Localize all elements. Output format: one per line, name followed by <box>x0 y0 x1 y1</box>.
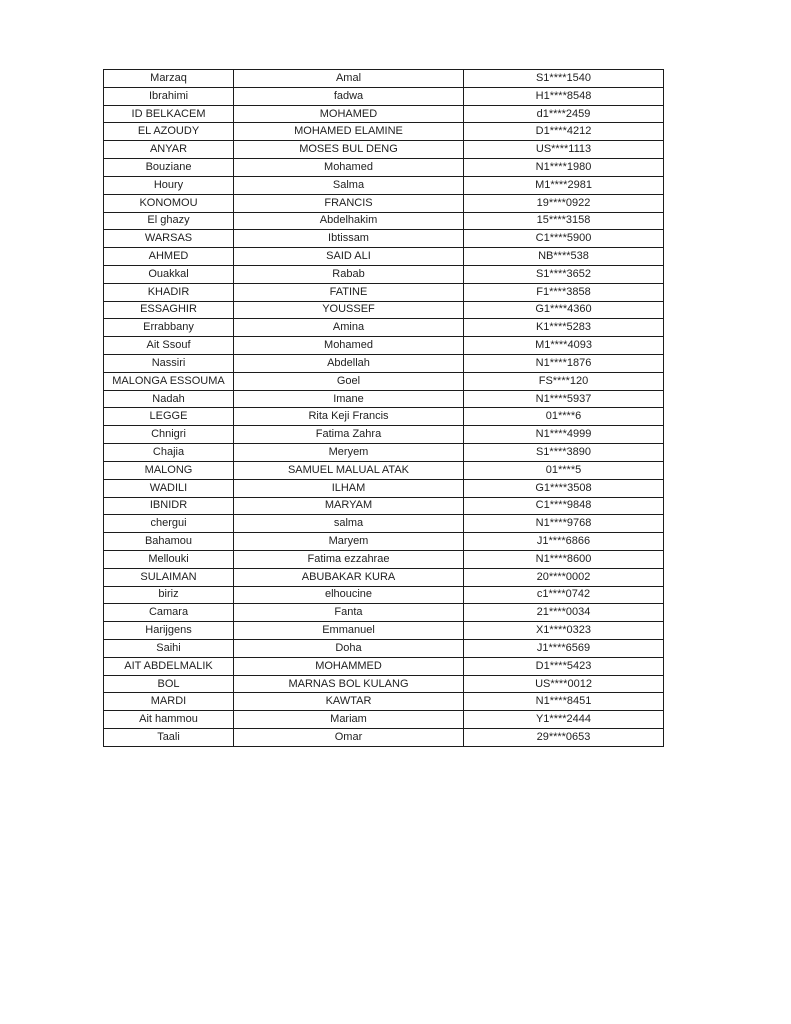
last-name-cell: ANYAR <box>104 141 234 159</box>
table-row <box>104 515 664 533</box>
table-row <box>104 444 664 462</box>
masked-id-cell: D1****5423 <box>464 657 664 675</box>
masked-id-cell: 01****5 <box>464 461 664 479</box>
first-name-cell: Doha <box>234 640 464 658</box>
last-name-cell: Bahamou <box>104 533 234 551</box>
first-name-cell: Meryem <box>234 444 464 462</box>
last-name-cell: Chajia <box>104 444 234 462</box>
first-name-cell: MARNAS BOL KULANG <box>234 675 464 693</box>
first-name-cell: Fanta <box>234 604 464 622</box>
masked-id-cell: M1****4093 <box>464 337 664 355</box>
last-name-cell: Ibrahimi <box>104 87 234 105</box>
first-name-cell: Rita Keji Francis <box>234 408 464 426</box>
masked-id-cell: US****0012 <box>464 675 664 693</box>
table-row <box>104 657 664 675</box>
masked-id-cell: 29****0653 <box>464 729 664 747</box>
first-name-cell: Salma <box>234 176 464 194</box>
table-row <box>104 693 664 711</box>
masked-id-cell: 01****6 <box>464 408 664 426</box>
table-row <box>104 230 664 248</box>
table-row <box>104 141 664 159</box>
table-row <box>104 248 664 266</box>
masked-id-cell: 21****0034 <box>464 604 664 622</box>
masked-id-cell: N1****9768 <box>464 515 664 533</box>
masked-id-cell: N1****8600 <box>464 550 664 568</box>
last-name-cell: AIT ABDELMALIK <box>104 657 234 675</box>
masked-id-cell: S1****1540 <box>464 70 664 88</box>
last-name-cell: Errabbany <box>104 319 234 337</box>
masked-id-cell: D1****4212 <box>464 123 664 141</box>
masked-id-cell: H1****8548 <box>464 87 664 105</box>
table-row <box>104 355 664 373</box>
table-row <box>104 283 664 301</box>
last-name-cell: BOL <box>104 675 234 693</box>
table-row <box>104 604 664 622</box>
table-row <box>104 622 664 640</box>
last-name-cell: KONOMOU <box>104 194 234 212</box>
last-name-cell: MALONG <box>104 461 234 479</box>
masked-id-cell: C1****5900 <box>464 230 664 248</box>
masked-id-cell: N1****8451 <box>464 693 664 711</box>
masked-id-cell: 19****0922 <box>464 194 664 212</box>
table-row <box>104 159 664 177</box>
first-name-cell: fadwa <box>234 87 464 105</box>
masked-id-cell: US****1113 <box>464 141 664 159</box>
table-row <box>104 390 664 408</box>
masked-id-cell: N1****5937 <box>464 390 664 408</box>
masked-id-cell: X1****0323 <box>464 622 664 640</box>
table-row <box>104 194 664 212</box>
last-name-cell: Houry <box>104 176 234 194</box>
last-name-cell: biriz <box>104 586 234 604</box>
first-name-cell: FRANCIS <box>234 194 464 212</box>
table-row <box>104 729 664 747</box>
first-name-cell: MARYAM <box>234 497 464 515</box>
first-name-cell: Rabab <box>234 265 464 283</box>
table-row <box>104 550 664 568</box>
table-row <box>104 586 664 604</box>
first-name-cell: Mariam <box>234 711 464 729</box>
masked-id-cell: G1****3508 <box>464 479 664 497</box>
last-name-cell: Marzaq <box>104 70 234 88</box>
first-name-cell: MOHAMED <box>234 105 464 123</box>
table-row <box>104 675 664 693</box>
table-row <box>104 123 664 141</box>
table-row <box>104 711 664 729</box>
first-name-cell: Amal <box>234 70 464 88</box>
last-name-cell: Harijgens <box>104 622 234 640</box>
table-row <box>104 319 664 337</box>
first-name-cell: ABUBAKAR KURA <box>234 568 464 586</box>
first-name-cell: SAMUEL MALUAL ATAK <box>234 461 464 479</box>
last-name-cell: MALONGA ESSOUMA <box>104 372 234 390</box>
last-name-cell: Chnigri <box>104 426 234 444</box>
last-name-cell: KHADIR <box>104 283 234 301</box>
table-row <box>104 301 664 319</box>
last-name-cell: EL AZOUDY <box>104 123 234 141</box>
first-name-cell: Omar <box>234 729 464 747</box>
masked-id-cell: 15****3158 <box>464 212 664 230</box>
first-name-cell: Mohamed <box>234 159 464 177</box>
first-name-cell: MOSES BUL DENG <box>234 141 464 159</box>
names-table <box>103 69 664 747</box>
first-name-cell: MOHAMMED <box>234 657 464 675</box>
first-name-cell: ILHAM <box>234 479 464 497</box>
last-name-cell: AHMED <box>104 248 234 266</box>
masked-id-cell: 20****0002 <box>464 568 664 586</box>
masked-id-cell: F1****3858 <box>464 283 664 301</box>
last-name-cell: MARDI <box>104 693 234 711</box>
last-name-cell: WARSAS <box>104 230 234 248</box>
table-row <box>104 640 664 658</box>
table-row <box>104 372 664 390</box>
masked-id-cell: J1****6569 <box>464 640 664 658</box>
last-name-cell: IBNIDR <box>104 497 234 515</box>
table-row <box>104 497 664 515</box>
first-name-cell: KAWTAR <box>234 693 464 711</box>
first-name-cell: Fatima Zahra <box>234 426 464 444</box>
last-name-cell: ID BELKACEM <box>104 105 234 123</box>
table-row <box>104 212 664 230</box>
first-name-cell: Imane <box>234 390 464 408</box>
masked-id-cell: c1****0742 <box>464 586 664 604</box>
masked-id-cell: d1****2459 <box>464 105 664 123</box>
first-name-cell: Maryem <box>234 533 464 551</box>
table-row <box>104 70 664 88</box>
last-name-cell: Taali <box>104 729 234 747</box>
masked-id-cell: M1****2981 <box>464 176 664 194</box>
masked-id-cell: Y1****2444 <box>464 711 664 729</box>
names-table-body <box>104 70 664 747</box>
last-name-cell: El ghazy <box>104 212 234 230</box>
masked-id-cell: FS****120 <box>464 372 664 390</box>
last-name-cell: Ait hammou <box>104 711 234 729</box>
first-name-cell: Emmanuel <box>234 622 464 640</box>
last-name-cell: Nassiri <box>104 355 234 373</box>
table-row <box>104 87 664 105</box>
table-row <box>104 479 664 497</box>
first-name-cell: SAID ALI <box>234 248 464 266</box>
table-row <box>104 533 664 551</box>
table-row <box>104 265 664 283</box>
first-name-cell: Abdelhakim <box>234 212 464 230</box>
first-name-cell: Mohamed <box>234 337 464 355</box>
masked-id-cell: K1****5283 <box>464 319 664 337</box>
last-name-cell: Bouziane <box>104 159 234 177</box>
first-name-cell: Amina <box>234 319 464 337</box>
masked-id-cell: S1****3652 <box>464 265 664 283</box>
masked-id-cell: N1****1980 <box>464 159 664 177</box>
table-row <box>104 176 664 194</box>
first-name-cell: Abdellah <box>234 355 464 373</box>
first-name-cell: FATINE <box>234 283 464 301</box>
last-name-cell: Ouakkal <box>104 265 234 283</box>
first-name-cell: Goel <box>234 372 464 390</box>
first-name-cell: MOHAMED ELAMINE <box>234 123 464 141</box>
first-name-cell: Fatima ezzahrae <box>234 550 464 568</box>
last-name-cell: SULAIMAN <box>104 568 234 586</box>
last-name-cell: Camara <box>104 604 234 622</box>
masked-id-cell: S1****3890 <box>464 444 664 462</box>
masked-id-cell: C1****9848 <box>464 497 664 515</box>
first-name-cell: YOUSSEF <box>234 301 464 319</box>
first-name-cell: Ibtissam <box>234 230 464 248</box>
first-name-cell: salma <box>234 515 464 533</box>
last-name-cell: Saihi <box>104 640 234 658</box>
last-name-cell: Mellouki <box>104 550 234 568</box>
masked-id-cell: N1****1876 <box>464 355 664 373</box>
table-row <box>104 105 664 123</box>
masked-id-cell: G1****4360 <box>464 301 664 319</box>
table-row <box>104 461 664 479</box>
last-name-cell: ESSAGHIR <box>104 301 234 319</box>
last-name-cell: Ait Ssouf <box>104 337 234 355</box>
first-name-cell: elhoucine <box>234 586 464 604</box>
masked-id-cell: N1****4999 <box>464 426 664 444</box>
masked-id-cell: J1****6866 <box>464 533 664 551</box>
table-row <box>104 408 664 426</box>
last-name-cell: Nadah <box>104 390 234 408</box>
table-row <box>104 337 664 355</box>
last-name-cell: LEGGE <box>104 408 234 426</box>
masked-id-cell: NB****538 <box>464 248 664 266</box>
last-name-cell: WADILI <box>104 479 234 497</box>
table-row <box>104 568 664 586</box>
last-name-cell: chergui <box>104 515 234 533</box>
table-row <box>104 426 664 444</box>
